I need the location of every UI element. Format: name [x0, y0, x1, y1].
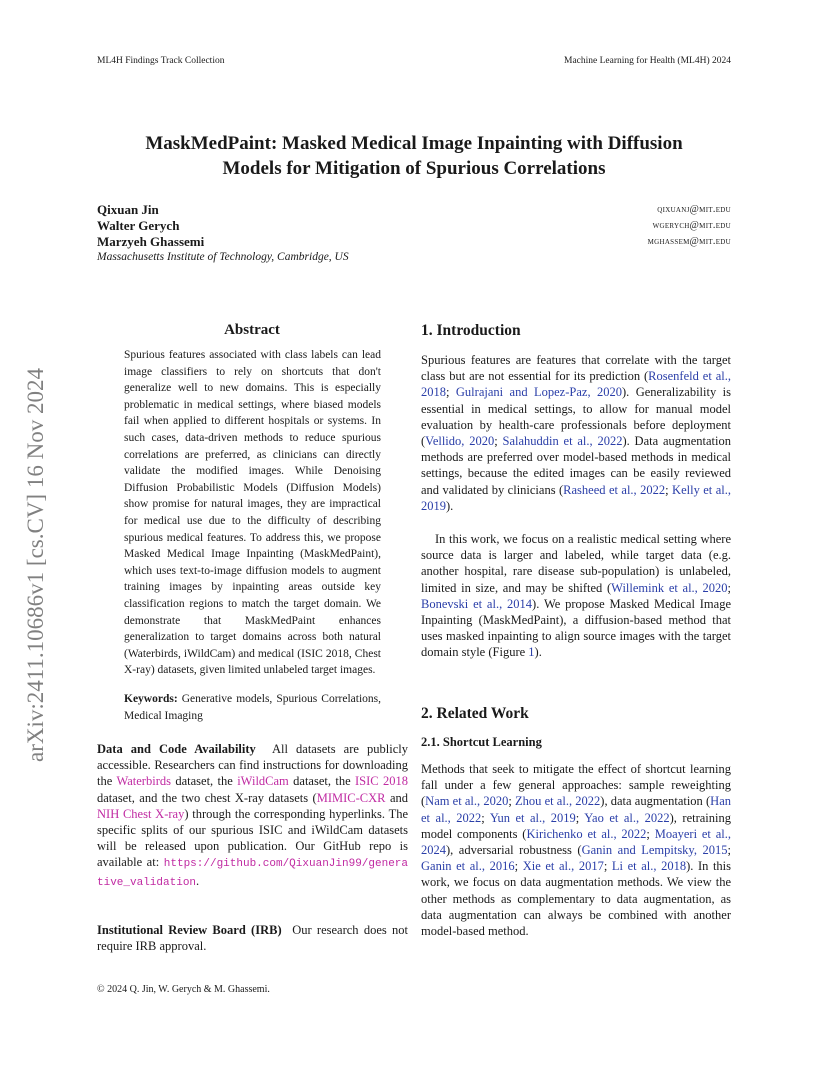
citation-link[interactable]: Li et al., 2018	[611, 859, 687, 874]
text-run: ). In this work, we focus on data augmentation methods. We view the other methods as complementary to data augmentation, as data augmentation can always be combined with another model-based method.	[421, 859, 732, 939]
citation-link[interactable]: Yun et al., 2019	[489, 810, 576, 825]
copyright-footer: © 2024 Q. Jin, W. Gerych & M. Ghassemi.	[97, 984, 270, 995]
citation-link[interactable]: Yao et al., 2022	[584, 810, 670, 825]
abstract-heading: Abstract	[224, 322, 280, 338]
citation-link[interactable]: Ganin and Lempitsky, 2015	[581, 843, 728, 858]
citation-link[interactable]: Xie et al., 2017	[522, 859, 604, 874]
author-name: Qixuan Jin	[97, 202, 159, 217]
author-email[interactable]: qixuanj@mit.edu	[657, 204, 731, 215]
nih-link[interactable]: NIH Chest X-ray	[97, 806, 185, 821]
irb-text: Our research does not require IRB approval.	[97, 923, 408, 954]
citation-link[interactable]: Salahuddin et al., 2022	[502, 434, 623, 449]
text-run: ), adversarial robustness (	[446, 843, 582, 858]
text-run: ). We propose Masked Medical Image Inpainting (MaskMedPaint), a diffusion-based method that uses masked inpainting to align source images with the target domain style (Figure	[421, 596, 731, 660]
citation-link[interactable]: Bonevski et al., 2014	[421, 596, 533, 611]
citation-link[interactable]: Rasheed et al., 2022	[563, 482, 666, 497]
github-link[interactable]: https://github.com/QixuanJin99/generative_validation	[97, 858, 409, 889]
title-line-1: MaskMedPaint: Masked Medical Image Inpainting with Diffusion	[145, 133, 683, 154]
intro-paragraph-2: In this work, we focus on a realistic medical setting where source data is larger and labeled, while target data (e.g. another hospital, rare disease sub-population) is unlabeled, limited in size, and may be shifted (Willemink et al., 2020; Bonevski et al., 2014). We propose Masked Medical Image Inpainting (MaskMedPaint), a diffusion-based method that uses masked inpainting to align source images with the target domain style (Figure 1).	[421, 532, 731, 660]
irb-heading: Institutional Review Board (IRB)	[97, 923, 282, 937]
data-availability-paragraph	[97, 741, 408, 891]
intro-paragraph-1: Spurious features are features that correlate with the target class but are not essential for its prediction (Rosenfeld et al., 2018; Gulrajani and Lopez-Paz, 2020). Generalizability is essential in medical settings, to allow for manual model evaluation by health-care professionals before deployment (Vellido, 2020; Salahuddin et al., 2022). Data augmentation methods are preferred over model-based methods in medical settings, because the edited images can be easily reviewed and validated by clinicians (Rasheed et al., 2022; Kelly et al., 2019).	[421, 353, 732, 513]
text-run: ). Data augmentation methods are preferred over model-based methods in medical settings, because the edited images can be easily reviewed and validated by clinicians (	[421, 434, 732, 497]
section-heading-related-work: 2. Related Work	[421, 705, 529, 722]
running-header-left: ML4H Findings Track Collection	[97, 56, 225, 66]
subsection-heading-shortcut-learning: 2.1. Shortcut Learning	[421, 735, 542, 749]
text-run: dataset, and the two chest X-ray datasets (	[97, 790, 317, 805]
text-run: and	[389, 790, 409, 805]
citation-link[interactable]: Ganin et al., 2016	[421, 859, 515, 874]
citation-link[interactable]: Kelly et al., 2019	[421, 482, 731, 513]
text-run: ), retraining model components (	[421, 810, 731, 841]
abstract-text: Spurious features associated with class labels can lead image classifiers to rely on shortcuts that don't generalize well to new domains. This is especially problematic in medical settings, where biased models fail when applied to different hospitals or systems. In such cases, data-driven methods to reduce spurious correlations are preferred, as clinicians can directly validate the modified images. While Denoising Diffusion Probabilistic Models (Diffusion Models) show promise for natural images, they are impractical for medical use due to the difficulty of describing spurious medical features. To address this, we propose Masked Medical Image Inpainting (MaskMedPaint), which uses text-to-image diffusion models to augment training images by inpainting areas outside key classification regions to match the target domain. We demonstrate that MaskMedPaint enhances generalization to target domains across both natural (Waterbirds, iWildCam) and medical (ISIC 2018, Chest X-ray) datasets, given limited unlabeled target images.	[124, 349, 381, 677]
text-run: All datasets are publicly accessible. Researchers can find instructions for downloading the	[97, 742, 408, 789]
author-name: Marzyeh Ghassemi	[97, 234, 205, 249]
text-run: ).	[534, 645, 542, 660]
keywords-label: Keywords:	[124, 693, 178, 705]
text-run: dataset, the	[293, 774, 351, 789]
keywords	[124, 691, 381, 724]
isic-link[interactable]: ISIC 2018	[355, 774, 409, 789]
section-heading-introduction: 1. Introduction	[421, 322, 521, 339]
text-run: ). Generalizability is essential in medical settings, to allow for manual model evaluation by health-care professionals before deployment (	[421, 385, 731, 449]
waterbirds-link[interactable]: Waterbirds	[116, 774, 171, 789]
mimic-link[interactable]: MIMIC-CXR	[316, 790, 386, 805]
irb-paragraph	[97, 922, 408, 954]
paper-title	[90, 131, 738, 181]
keywords-list: Generative models, Spurious Correlations, Medical Imaging	[124, 693, 382, 722]
citation-link[interactable]: Moayeri et al., 2024	[421, 826, 731, 858]
text-run: In this work, we focus on a realistic medical setting where source data is larger and labeled, while target data (e.g. another hospital, rare disease sub-population) is unlabeled, limited in size, and may be shifted (	[421, 532, 731, 595]
iwildcam-link[interactable]: iWildCam	[237, 774, 289, 789]
arxiv-stamp: arXiv:2411.10686v1 [cs.CV] 16 Nov 2024	[23, 368, 48, 762]
text-run: Methods that seek to mitigate the effect of shortcut learning fall under a few general approaches: sample reweighting (	[421, 762, 731, 809]
citation-link[interactable]: Vellido, 2020	[425, 434, 495, 449]
citation-link[interactable]: Zhou et al., 2022	[515, 794, 601, 809]
citation-link[interactable]: Gulrajani and Lopez-Paz, 2020	[455, 385, 622, 400]
author-name: Walter Gerych	[97, 218, 180, 233]
figure-ref-link[interactable]: 1	[528, 645, 535, 660]
affiliation: Massachusetts Institute of Technology, Cambridge, US	[97, 251, 349, 263]
citation-link[interactable]: Han et al., 2022	[421, 794, 731, 825]
related-work-paragraph: Methods that seek to mitigate the effect of shortcut learning fall under a few general approaches: sample reweighting (Nam et al., 2020; Zhou et al., 2022), data augmentation (Han et al., 2022; Yun et al., 2019; Yao et al., 2022), retraining model components (Kirichenko et al., 2022; Moayeri et al., 2024), adversarial robustness (Ganin and Lempitsky, 2015; Ganin et al., 2016; Xie et al., 2017; Li et al., 2018). In this work, we focus on data augmentation methods. We view the other methods as complementary to data augmentation, as data augmentation can always be combined with another model-based method.	[421, 762, 732, 939]
running-header-right: Machine Learning for Health (ML4H) 2024	[564, 56, 731, 66]
text-run: ).	[446, 498, 454, 513]
text-run: dataset, the	[175, 774, 233, 789]
author-email[interactable]: mghassem@mit.edu	[647, 236, 731, 247]
citation-link[interactable]: Willemink et al., 2020	[611, 580, 728, 595]
author-email[interactable]: wgerych@mit.edu	[652, 220, 731, 231]
title-line-2: Models for Mitigation of Spurious Correlations	[222, 158, 606, 179]
data-availability-heading: Data and Code Availability	[97, 742, 256, 756]
text-run: ), data augmentation (	[600, 794, 711, 809]
citation-link[interactable]: Kirichenko et al., 2022	[526, 826, 647, 841]
text-run: Spurious features are features that correlate with the target class but are not essential for its prediction (	[421, 353, 731, 384]
citation-link[interactable]: Rosenfeld et al., 2018	[421, 369, 731, 400]
citation-link[interactable]: Nam et al., 2020	[425, 794, 509, 809]
text-run: ) through the corresponding hyperlinks. The specific splits of our spurious ISIC and iWildCam datasets will be released upon publication. Our GitHub repo is available at:	[97, 806, 409, 870]
text-run: .	[196, 873, 200, 888]
